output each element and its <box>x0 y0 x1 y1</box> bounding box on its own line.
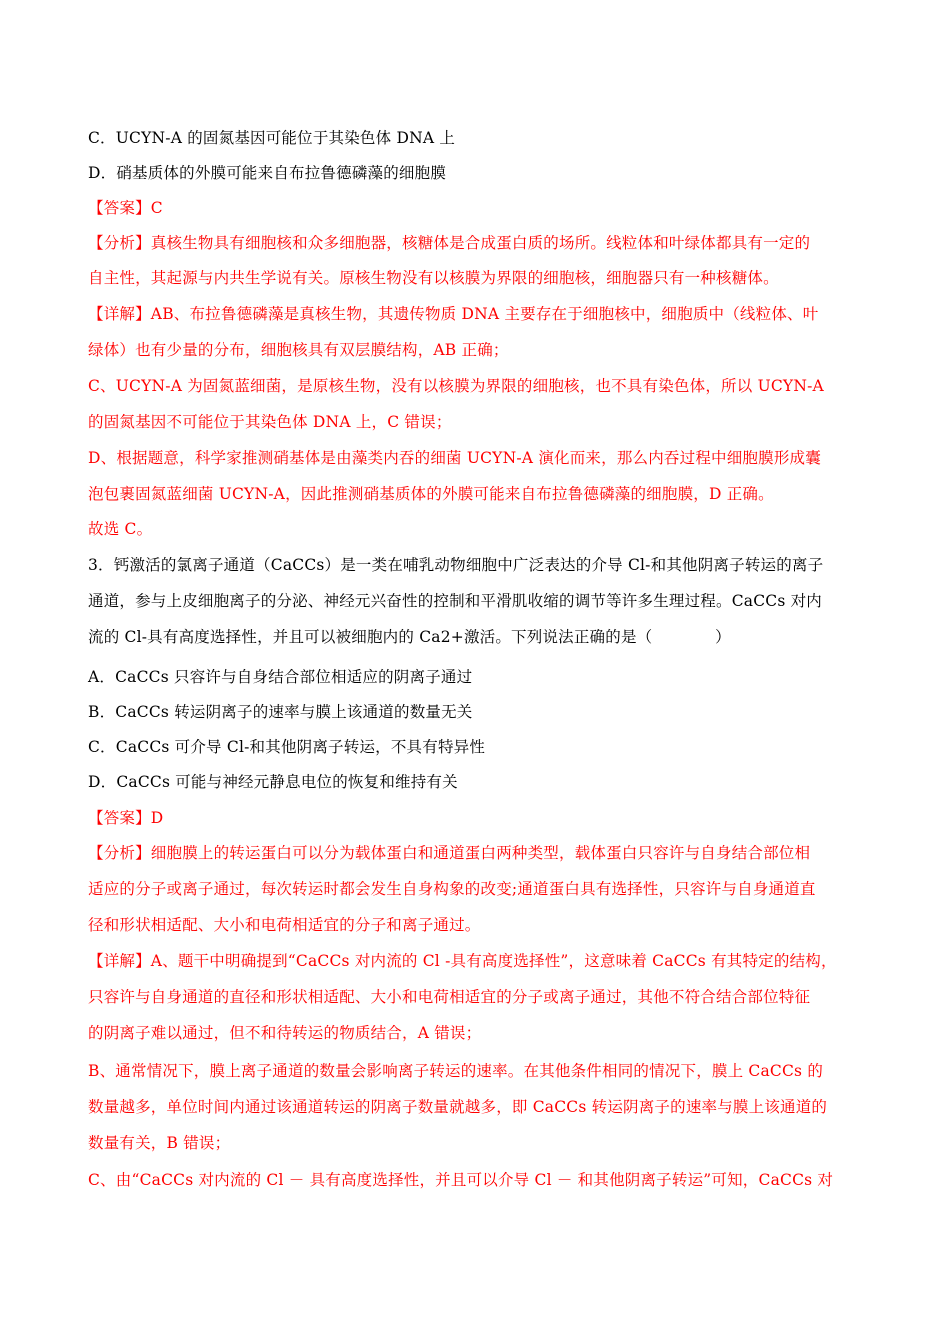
q3-analysis-line-3: 径和形状相适配、大小和电荷相适宜的分子和离子通过。 <box>88 916 481 934</box>
q2-detail-line-2: 绿体）也有少量的分布，细胞核具有双层膜结构，AB 正确； <box>88 341 509 359</box>
q2-detail-line-5: D、根据题意，科学家推测硝基体是由藻类内吞的细菌 UCYN-A 演化而来，那么内吞过程中细胞膜形成囊 <box>88 449 821 467</box>
q2-conclusion: 故选 C。 <box>88 520 153 538</box>
q3-detail-line-7: C、由“CaCCs 对内流的 Cl － 具有高度选择性，并且可以介导 Cl － 和其他阴离子转运”可知，CaCCs 对 <box>88 1171 834 1189</box>
q3-option-d: D．CaCCs 可能与神经元静息电位的恢复和维持有关 <box>88 773 458 791</box>
q3-option-c: C．CaCCs 可介导 Cl-和其他阴离子转运，不具有特异性 <box>88 738 486 756</box>
q3-detail-line-1: 【详解】A、题干中明确提到“CaCCs 对内流的 Cl -具有高度选择性”，这意味着 CaCCs 有其特定的结构， <box>88 952 837 970</box>
q3-detail-line-4: B、通常情况下，膜上离子通道的数量会影响离子转运的速率。在其他条件相同的情况下，膜上 CaCCs 的 <box>88 1062 824 1080</box>
q2-option-d: D．硝基质体的外膜可能来自布拉鲁德磷藻的细胞膜 <box>88 164 447 182</box>
q3-option-b: B．CaCCs 转运阴离子的速率与膜上该通道的数量无关 <box>88 703 473 721</box>
q3-analysis-line-2: 适应的分子或离子通过，每次转运时都会发生自身构象的改变;通道蛋白具有选择性，只容许与自身通道直 <box>88 880 816 898</box>
q2-detail-line-6: 泡包裹固氮蓝细菌 UCYN-A，因此推测硝基质体的外膜可能来自布拉鲁德磷藻的细胞膜，D 正确。 <box>88 485 774 503</box>
q3-detail-line-3: 的阴离子难以通过，但不和待转运的物质结合，A 错误； <box>88 1024 482 1042</box>
q3-stem-line-3: 流的 Cl-具有高度选择性，并且可以被细胞内的 Ca2+激活。下列说法正确的是（ ） <box>88 628 731 646</box>
q3-answer: 【答案】D <box>88 809 164 827</box>
q3-detail-line-5: 数量越多，单位时间内通过该通道转运的阴离子数量就越多，即 CaCCs 转运阴离子的速率与膜上该通道的 <box>88 1098 828 1116</box>
q2-analysis-line-2: 自主性，其起源与内共生学说有关。原核生物没有以核膜为界限的细胞核，细胞器只有一种核糖体。 <box>88 269 779 287</box>
q3-stem-line-1: 3．钙激活的氯离子通道（CaCCs）是一类在哺乳动物细胞中广泛表达的介导 Cl-和其他阴离子转运的离子 <box>88 556 824 574</box>
q2-analysis-line-1: 【分析】真核生物具有细胞核和众多细胞器，核糖体是合成蛋白质的场所。线粒体和叶绿体都具有一定的 <box>88 234 811 252</box>
q2-detail-line-4: 的固氮基因不可能位于其染色体 DNA 上，C 错误； <box>88 413 452 431</box>
q3-stem-line-2: 通道，参与上皮细胞离子的分泌、神经元兴奋性的控制和平滑肌收缩的调节等许多生理过程。CaCCs 对内 <box>88 592 823 610</box>
q3-detail-line-2: 只容许与自身通道的直径和形状相适配、大小和电荷相适宜的分子或离子通过，其他不符合结合部位特征 <box>88 988 811 1006</box>
q3-analysis-line-1: 【分析】细胞膜上的转运蛋白可以分为载体蛋白和通道蛋白两种类型，载体蛋白只容许与自身结合部位相 <box>88 844 811 862</box>
q2-detail-line-1: 【详解】AB、布拉鲁德磷藻是真核生物，其遗传物质 DNA 主要存在于细胞核中，细胞质中（线粒体、叶 <box>88 305 819 323</box>
q2-option-c: C．UCYN-A 的固氮基因可能位于其染色体 DNA 上 <box>88 129 456 147</box>
q3-detail-line-6: 数量有关，B 错误； <box>88 1134 231 1152</box>
q2-detail-line-3: C、UCYN-A 为固氮蓝细菌，是原核生物，没有以核膜为界限的细胞核，也不具有染色体，所以 UCYN-A <box>88 377 824 395</box>
q2-answer: 【答案】C <box>88 199 163 217</box>
q3-option-a: A．CaCCs 只容许与自身结合部位相适应的阴离子通过 <box>88 668 473 686</box>
